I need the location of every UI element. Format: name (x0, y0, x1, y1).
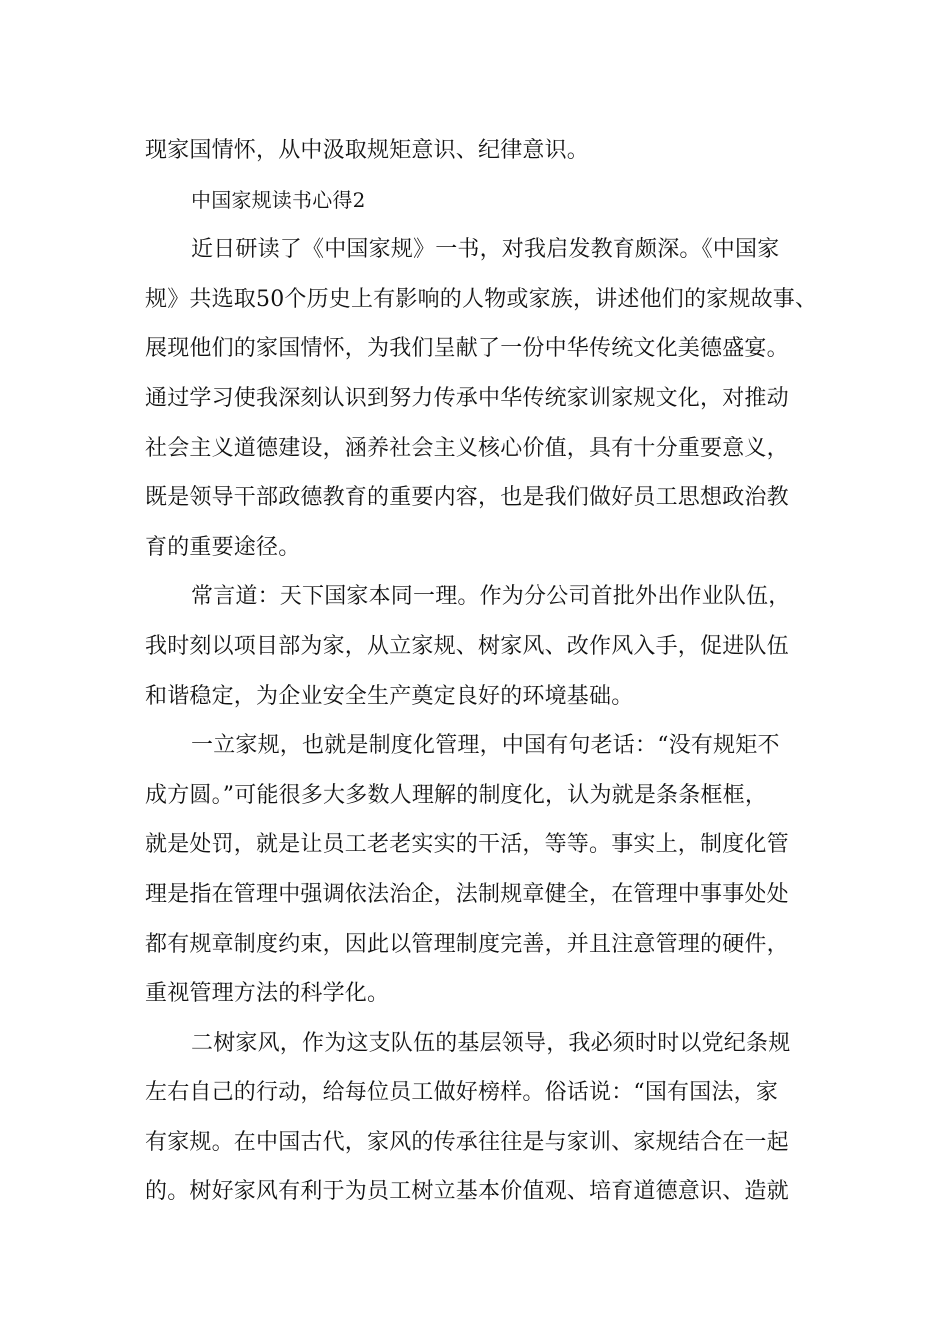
text-line: 左右自己的行动，给每位员工做好榜样。俗话说：“国有国法，家 (145, 1080, 779, 1106)
section-heading: 中国家规读书心得2 (191, 187, 366, 212)
text-line: 展现他们的家国情怀，为我们呈献了一份中华传统文化美德盛宴。 (145, 336, 789, 362)
text-line: 重视管理方法的科学化。 (145, 981, 390, 1007)
text-line: 社会主义道德建设，涵养社会主义核心价值，具有十分重要意义， (145, 435, 789, 461)
text-line: 就是处罚，就是让员工老老实实的干活，等等。事实上，制度化管 (145, 832, 789, 858)
text-line: 既是领导干部政德教育的重要内容，也是我们做好员工思想政治教 (145, 485, 789, 511)
text-line: 近日研读了《中国家规》一书，对我启发教育颇深。《中国家 (191, 237, 780, 263)
text-line: 二树家风，作为这支队伍的基层领导，我必须时时以党纪条规 (191, 1030, 791, 1056)
document-body (145, 126, 825, 1217)
text-line: 通过学习使我深刻认识到努力传承中华传统家训家规文化，对推动 (145, 385, 789, 411)
text-line: 现家国情怀，从中汲取规矩意识、纪律意识。 (145, 138, 590, 163)
text-line: 规》共选取50个历史上有影响的人物或家族，讲述他们的家规故事、 (145, 286, 818, 312)
text-line: 的。树好家风有利于为员工树立基本价值观、培育道德意识、造就 (145, 1179, 789, 1205)
text-line: 都有规章制度约束，因此以管理制度完善，并且注意管理的硬件， (145, 931, 789, 957)
text-line: 和谐稳定，为企业安全生产奠定良好的环境基础。 (145, 683, 634, 709)
text-line: 一立家规，也就是制度化管理，中国有句老话：“没有规矩不 (191, 733, 780, 759)
text-line: 育的重要途径。 (145, 534, 301, 560)
text-line: 有家规。在中国古代，家风的传承往往是与家训、家规结合在一起 (145, 1129, 789, 1155)
text-line: 常言道：天下国家本同一理。作为分公司首批外出作业队伍， (191, 584, 791, 610)
text-line: 我时刻以项目部为家，从立家规、树家风、改作风入手，促进队伍 (145, 633, 789, 659)
text-line: 成方圆。”可能很多大多数人理解的制度化，认为就是条条框框， (145, 782, 768, 808)
text-line: 理是指在管理中强调依法治企，法制规章健全，在管理中事事处处 (145, 881, 789, 907)
